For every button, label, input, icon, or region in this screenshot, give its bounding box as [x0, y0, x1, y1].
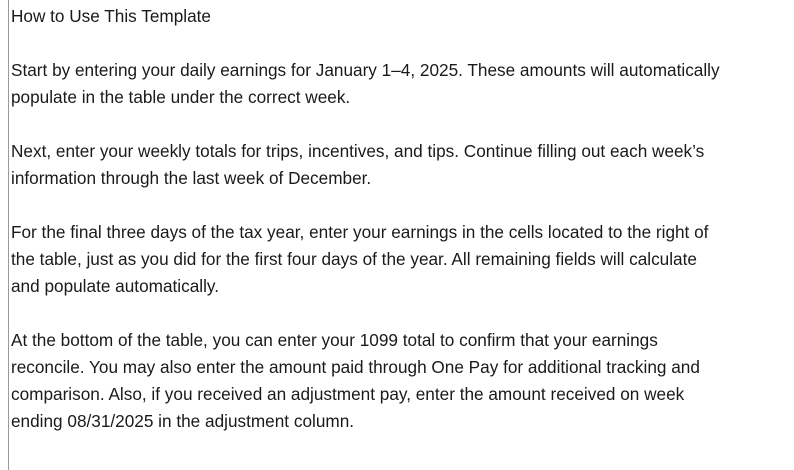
paragraph-1-line-2: populate in the table under the correct week. [11, 87, 351, 107]
paragraph-3-line-3: and populate automatically. [11, 276, 219, 296]
blank-line [11, 192, 791, 219]
cell-left-gridline [8, 0, 9, 470]
paragraph-1-line-1: Start by entering your daily earnings for January 1–4, 2025. These amounts will automatically [11, 60, 720, 80]
blank-line [11, 30, 791, 57]
paragraph-4-line-1: At the bottom of the table, you can enter your 1099 total to confirm that your earnings [11, 330, 658, 350]
paragraph-3-line-1: For the final three days of the tax year, enter your earnings in the cells located to the right of [11, 222, 709, 242]
blank-line [11, 111, 791, 138]
instructions-cell[interactable] [11, 3, 791, 435]
paragraph-3-line-2: the table, just as you did for the first four days of the year. All remaining fields will calculate [11, 249, 697, 269]
paragraph-4-line-2: reconcile. You may also enter the amount paid through One Pay for additional tracking and [11, 357, 700, 377]
blank-line [11, 300, 791, 327]
paragraph-2-line-2: information through the last week of December. [11, 168, 372, 188]
paragraph-4-line-3: comparison. Also, if you received an adjustment pay, enter the amount received on week [11, 384, 685, 404]
paragraph-2-line-1: Next, enter your weekly totals for trips, incentives, and tips. Continue filling out each week’s [11, 141, 705, 161]
instructions-title: How to Use This Template [11, 6, 211, 26]
paragraph-4-line-4: ending 08/31/2025 in the adjustment column. [11, 411, 355, 431]
